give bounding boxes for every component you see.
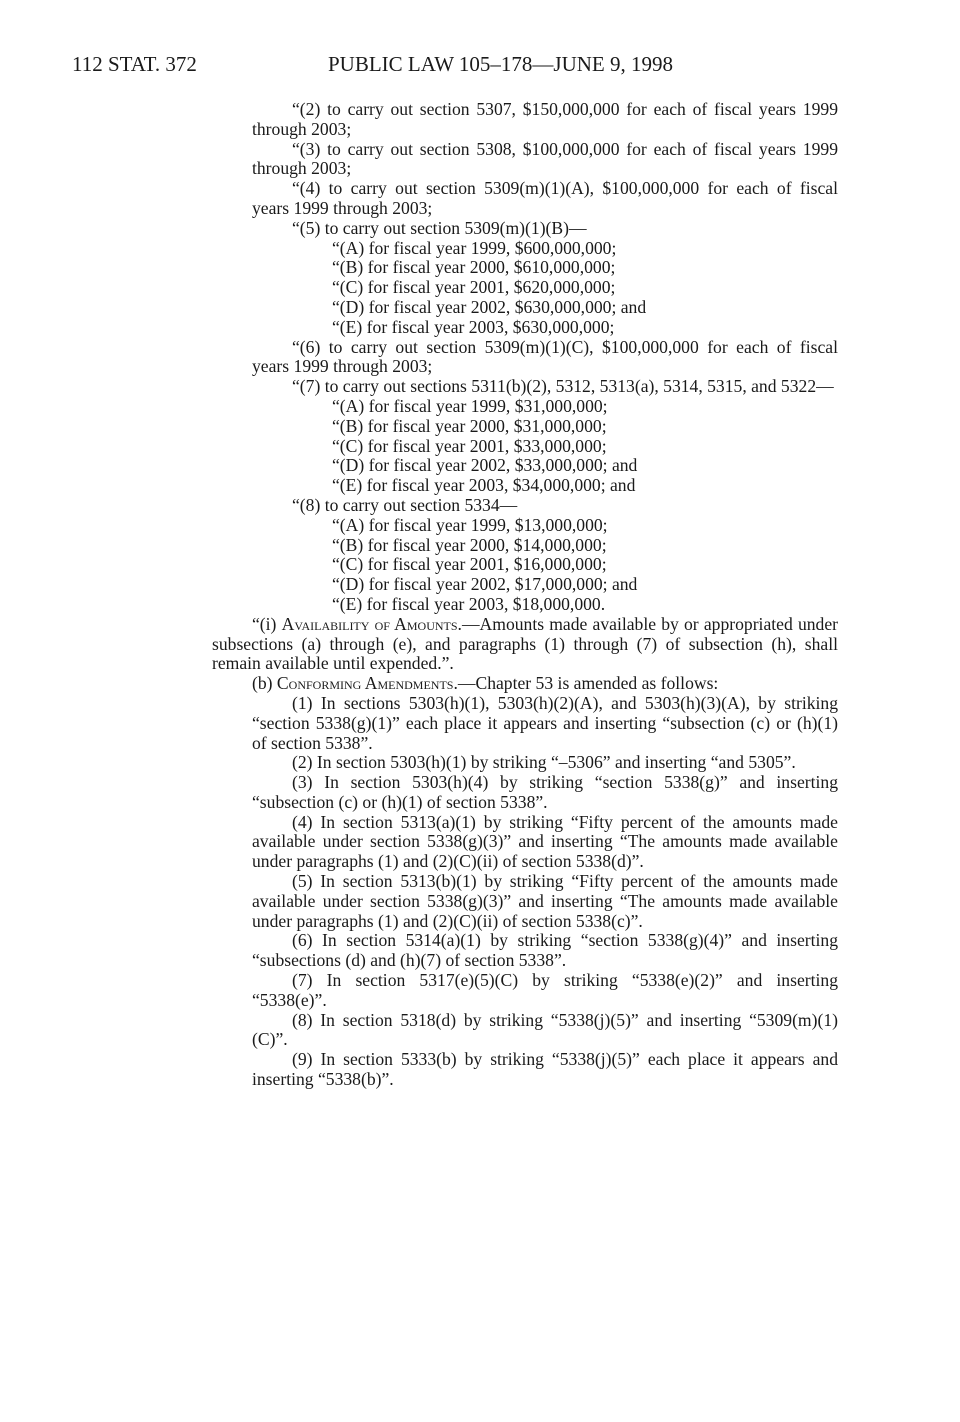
amendment-item: (4) In section 5313(a)(1) by striking “Fifty percent of the amounts made available under section 5338(g)(3)” and inserting “The amounts made available under paragraphs (1) and (2)(C)(ii) of section 5338(d)”. [252, 811, 838, 872]
amendment-item: (7) In section 5317(e)(5)(C) by striking “5338(e)(2)” and inserting “5338(e)”. [252, 970, 838, 1010]
subsection-text: —Amounts made available by or appropriated under subsections (a) through (e), and paragraphs (1) through (7) of subsection (h), shall remain available until expended.”. [212, 613, 838, 674]
subparagraph: “(B) for fiscal year 2000, $31,000,000; [332, 415, 607, 436]
subsection-label: “(i) [252, 613, 277, 634]
subparagraph: “(D) for fiscal year 2002, $33,000,000; and [332, 455, 638, 476]
paragraph: “(5) to carry out section 5309(m)(1)(B)— [292, 217, 587, 238]
subparagraph: “(C) for fiscal year 2001, $620,000,000; [332, 277, 616, 298]
statute-page-number: 112 STAT. 372 [72, 52, 197, 76]
paragraph: “(7) to carry out sections 5311(b)(2), 5312, 5313(a), 5314, 5315, and 5322— [292, 376, 834, 397]
amendment-item: (8) In section 5318(d) by striking “5338(j)(5)” and inserting “5309(m)(1)(C)”. [252, 1009, 838, 1050]
subparagraph: “(D) for fiscal year 2002, $17,000,000; and [332, 574, 638, 595]
subparagraph: “(E) for fiscal year 2003, $18,000,000. [332, 593, 606, 614]
subparagraph: “(B) for fiscal year 2000, $610,000,000; [332, 257, 616, 278]
amendment-item: (3) In section 5303(h)(4) by striking “section 5338(g)” and inserting “subsection (c) or (h)(1) of section 5338”. [252, 772, 838, 812]
subsection-text: —Chapter 53 is amended as follows: [457, 673, 719, 694]
amendment-item: (9) In section 5333(b) by striking “5338(j)(5)” each place it appears and inserting “5338(b)”. [252, 1049, 838, 1090]
paragraph: “(6) to carry out section 5309(m)(1)(C), $100,000,000 for each of fiscal years 1999 through 2003; [252, 336, 838, 377]
subparagraph: “(C) for fiscal year 2001, $16,000,000; [332, 554, 607, 575]
paragraph: “(3) to carry out section 5308, $100,000,000 for each of fiscal years 1999 through 2003; [252, 138, 838, 179]
subparagraph: “(C) for fiscal year 2001, $33,000,000; [332, 435, 607, 456]
amendment-item: (1) In sections 5303(h)(1), 5303(h)(2)(A), and 5303(h)(3)(A), by striking “section 5338(g)(1)” each place it appears and inserting “subsection (c) or (h)(1) of section 5338”. [252, 692, 838, 753]
paragraph: “(8) to carry out section 5334— [292, 494, 518, 515]
subparagraph: “(B) for fiscal year 2000, $14,000,000; [332, 534, 607, 555]
subparagraph: “(E) for fiscal year 2003, $34,000,000; and [332, 475, 636, 496]
subsection-heading: Conforming Amendments. [276, 673, 458, 694]
amendment-item: (6) In section 5314(a)(1) by striking “section 5338(g)(4)” and inserting “subsections (d) and (h)(7) of section 5338”. [252, 930, 838, 971]
subsection-heading: Availability of Amounts. [281, 613, 462, 634]
running-header [0, 52, 960, 82]
subsection-label: (b) [252, 673, 273, 694]
subparagraph: “(A) for fiscal year 1999, $31,000,000; [332, 395, 608, 416]
amendment-item: (5) In section 5313(b)(1) by striking “Fifty percent of the amounts made available under section 5338(g)(3)” and inserting “The amounts made available under paragraphs (1) and (2)(C)(ii) of section 5338(c)”. [252, 871, 838, 931]
amendment-item: (2) In section 5303(h)(1) by striking “–5306” and inserting “and 5305”. [292, 752, 796, 773]
subparagraph: “(A) for fiscal year 1999, $13,000,000; [332, 514, 608, 535]
subsection-i [212, 615, 838, 674]
paragraph: “(4) to carry out section 5309(m)(1)(A), $100,000,000 for each of fiscal years 1999 through 2003; [252, 178, 838, 218]
paragraph: “(2) to carry out section 5307, $150,000,000 for each of fiscal years 1999 through 2003; [252, 99, 838, 139]
law-title: PUBLIC LAW 105–178—JUNE 9, 1998 [328, 52, 674, 76]
subsection-b [212, 674, 838, 694]
law-text [212, 100, 838, 1090]
subparagraph: “(A) for fiscal year 1999, $600,000,000; [332, 237, 617, 258]
subparagraph: “(D) for fiscal year 2002, $630,000,000; and [332, 296, 647, 317]
subparagraph: “(E) for fiscal year 2003, $630,000,000; [332, 316, 615, 337]
